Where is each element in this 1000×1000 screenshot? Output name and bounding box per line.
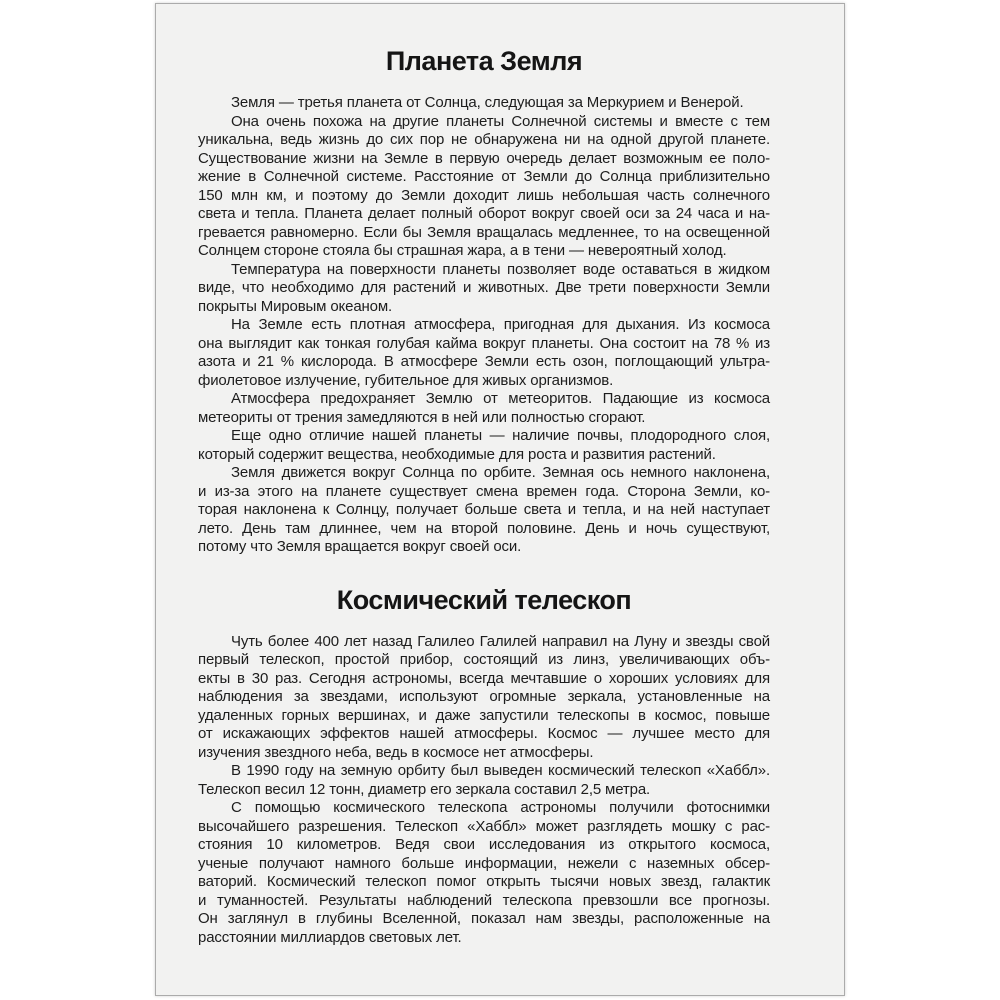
text-line: который содержит вещества, необходимые для роста и развития растений. — [198, 445, 716, 463]
text-line: первый телескоп, простой прибор, состоящий из линз, увеличивающих объ- — [198, 651, 770, 668]
text-line: потому что Земля вращается вокруг своей оси. — [198, 538, 522, 555]
text-line: Она очень похожа на другие планеты Солнечной системы и вместе с тем — [231, 112, 770, 130]
text-line: Существование жизни на Земле в первую очередь делает возможным ее поло- — [198, 149, 770, 167]
text-line: гревается равномерно. Если бы Земля вращалась медленнее, то на освещенной — [198, 223, 770, 241]
text-line: лето. День там длиннее, чем на второй половине. День и ночь существуют, — [198, 519, 770, 537]
paragraph — [198, 390, 770, 427]
section-title: Космический телескоп — [336, 584, 632, 615]
paragraph — [198, 94, 770, 113]
text-line: изучения звездного неба, ведь в космосе нет атмосферы. — [198, 743, 594, 761]
section-title: Планета Земля — [385, 46, 583, 76]
text-line: Чуть более 400 лет назад Галилео Галилей направил на Луну и звезды свой — [231, 632, 770, 650]
text-line: жение в Солнечной системе. Расстояние от Земли до Солнца приблизительно — [198, 168, 770, 185]
text-line: Температура на поверхности планеты позволяет воде оставаться в жидком — [231, 260, 770, 278]
paragraph — [198, 316, 770, 390]
text-line: наблюдения за звездами, используют огромные зеркала, установленные на — [198, 688, 770, 705]
paragraph — [198, 427, 770, 464]
paragraph — [198, 113, 770, 261]
text-line: екты в 30 раз. Сегодня астрономы, всегда мечтавшие о хороших условиях для — [198, 669, 770, 687]
text-line: С помощью космического телескопа астрономы получили фотоснимки — [231, 799, 770, 816]
text-line: азота и 21 % кислорода. В атмосфере Земли есть озон, поглощающий ультра- — [198, 353, 770, 370]
text-line: света и тепла. Планета делает полный оборот вокруг своей оси за 24 часа и на- — [198, 205, 770, 222]
paragraph — [198, 464, 770, 557]
text-line: удаленных горных вершинах, и даже запустили телескопы в космос, повыше — [198, 706, 770, 724]
page-content — [156, 4, 844, 947]
text-line: ученые получают намного больше информации, нежели с наземных обсер- — [198, 854, 770, 872]
text-line: ваторий. Космический телескоп помог открыть тысячи новых звезд, галактик — [198, 873, 770, 890]
text-line: Он заглянул в глубины Вселенной, показал нам звезды, расположенные на — [198, 910, 770, 927]
text-line: Земля — третья планета от Солнца, следующая за Меркурием и Венерой. — [231, 94, 744, 111]
paragraph — [198, 762, 770, 799]
text-line: Земля движется вокруг Солнца по орбите. Земная ось немного наклонена, — [231, 464, 770, 481]
text-line: Телескоп весил 12 тонн, диаметр его зеркала составил 2,5 метра. — [198, 780, 651, 798]
text-line: высочайшего разрешения. Телескоп «Хаббл» может разглядеть мошку с рас- — [198, 817, 770, 835]
text-line: фиолетовое излучение, губительное для живых организмов. — [198, 371, 614, 389]
text-line: торая наклонена к Солнцу, получает больше света и тепла, и на ней наступает — [198, 501, 770, 518]
text-line: и туманностей. Результаты наблюдений телескопа превзошли все прогнозы. — [198, 891, 770, 909]
scanned-book-page — [155, 3, 845, 996]
text-line: Еще одно отличие нашей планеты — наличие почвы, плодородного слоя, — [231, 427, 770, 444]
text-line: Атмосфера предохраняет Землю от метеоритов. Падающие из космоса — [231, 390, 770, 407]
text-line: виде, что необходимо для растений и животных. Две трети поверхности Земли — [198, 279, 770, 296]
text-line: от искажающих эффектов нашей атмосферы. Космос — лучшее место для — [198, 725, 770, 742]
text-line: покрыты Мировым океаном. — [198, 297, 393, 315]
paragraph — [198, 261, 770, 317]
paragraph — [198, 799, 770, 947]
paragraph — [198, 633, 770, 763]
text-line: метеориты от трения замедляются в ней или полностью сгорают. — [198, 408, 646, 426]
text-line: расстоянии миллиардов световых лет. — [198, 928, 462, 946]
text-line: В 1990 году на земную орбиту был выведен космический телескоп «Хаббл». — [231, 762, 770, 779]
text-line: На Земле есть плотная атмосфера, пригодная для дыхания. Из космоса — [231, 316, 770, 333]
text-line: она выглядит как тонкая голубая кайма вокруг планеты. Она состоит на 78 % из — [198, 334, 770, 352]
text-line: Солнцем стороне стояла бы страшная жара, а в тени — невероятный холод. — [198, 242, 727, 259]
text-line: и из-за этого на планете существует смена времен года. Сторона Земли, ко- — [198, 482, 770, 500]
text-line: 150 млн км, и поэтому до Земли доходит лишь небольшая часть солнечного — [198, 186, 770, 204]
text-line: стояния 10 километров. Ведя свои исследования из открытого космоса, — [198, 836, 770, 853]
text-line: уникальна, ведь жизнь до сих пор не обнаружена ни на одной другой планете. — [198, 131, 770, 148]
